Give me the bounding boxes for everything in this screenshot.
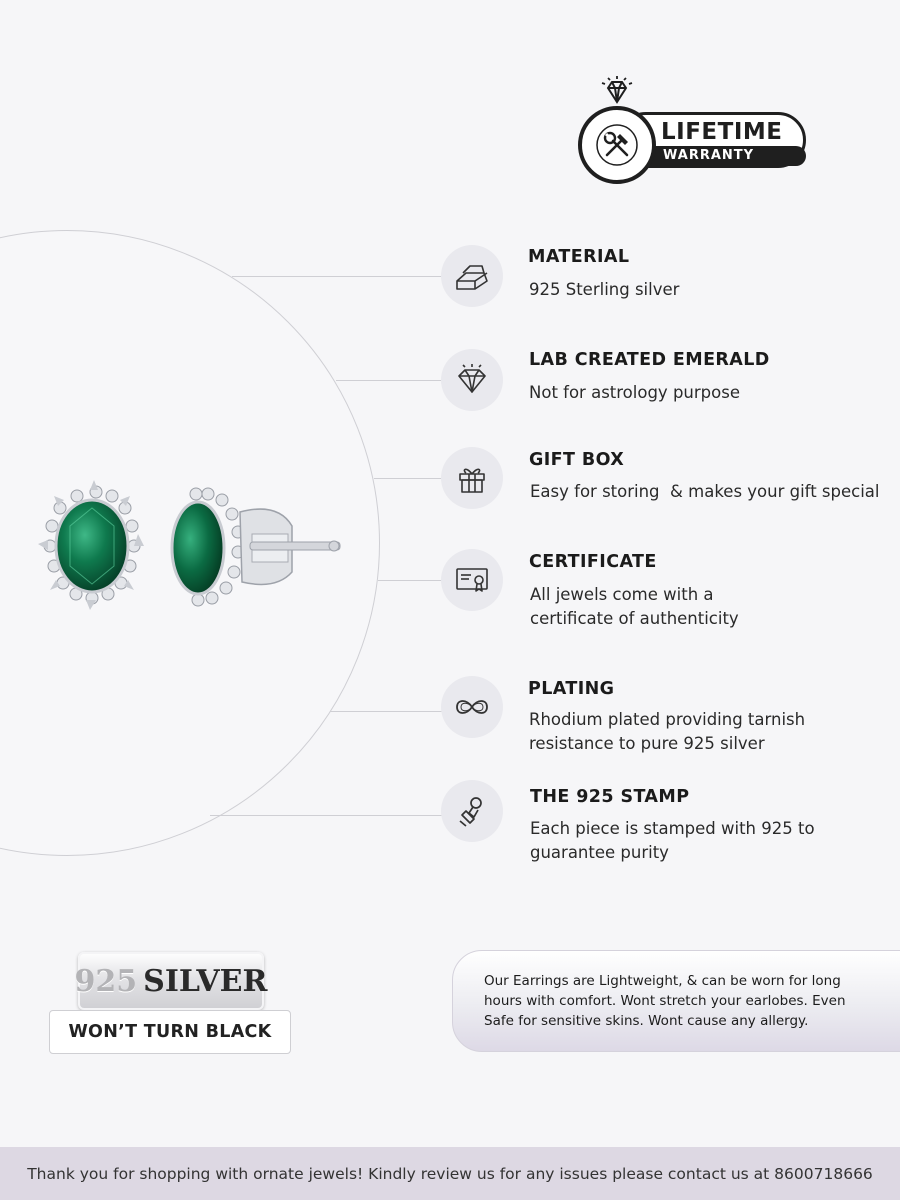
warranty-band bbox=[649, 146, 806, 166]
connector-line bbox=[330, 711, 442, 712]
feature-title-certificate: CERTIFICATE bbox=[529, 552, 657, 572]
feature-desc-line: 925 Sterling silver bbox=[529, 280, 680, 299]
connector-line bbox=[232, 276, 442, 277]
feature-title-emerald: LAB CREATED EMERALD bbox=[529, 350, 770, 370]
product-image-earrings bbox=[30, 478, 350, 628]
feature-title-material: MATERIAL bbox=[528, 247, 630, 267]
connector-line bbox=[374, 478, 442, 479]
feature-title-925-stamp: THE 925 STAMP bbox=[530, 787, 690, 807]
silver-bars-icon bbox=[454, 261, 490, 291]
feature-desc-gift-box bbox=[530, 480, 880, 504]
info-card-line: Safe for sensitive skins. Wont cause any allergy. bbox=[484, 1013, 809, 1029]
feature-desc-line: certificate of authenticity bbox=[530, 609, 739, 628]
lifetime-warranty-badge bbox=[578, 76, 810, 184]
feature-desc-line: Rhodium plated providing tarnish bbox=[529, 710, 806, 729]
feature-icon-circle bbox=[441, 349, 503, 411]
feature-title-plating: PLATING bbox=[528, 679, 615, 699]
warranty-title: LIFETIME bbox=[661, 119, 783, 145]
silver-badge-word: SILVER bbox=[143, 963, 268, 999]
connector-line bbox=[378, 580, 442, 581]
feature-desc-925-stamp bbox=[530, 817, 815, 865]
feature-desc-certificate bbox=[530, 583, 739, 631]
info-card-text bbox=[484, 971, 884, 1031]
feature-icon-circle bbox=[441, 549, 503, 611]
feature-desc-line: resistance to pure 925 silver bbox=[529, 734, 765, 753]
gift-icon bbox=[456, 462, 488, 494]
connector-line bbox=[336, 380, 442, 381]
feature-icon-circle bbox=[441, 780, 503, 842]
infinity-icon bbox=[453, 696, 491, 718]
feature-icon-circle bbox=[441, 676, 503, 738]
warranty-circle bbox=[578, 106, 656, 184]
feature-desc-material bbox=[529, 278, 679, 302]
connector-line bbox=[210, 815, 442, 816]
feature-desc-line: guarantee purity bbox=[530, 843, 669, 862]
feature-icon-circle bbox=[441, 447, 503, 509]
info-card-line: hours with comfort. Wont stretch your earlobes. Even bbox=[484, 993, 846, 1009]
info-card-line: Our Earrings are Lightweight, & can be worn for long bbox=[484, 973, 841, 989]
wont-turn-black-label: WON’T TURN BLACK bbox=[49, 1010, 291, 1054]
footer-bar bbox=[0, 1147, 900, 1200]
feature-icon-circle bbox=[441, 245, 503, 307]
feature-desc-plating bbox=[529, 708, 805, 756]
warranty-subtitle: WARRANTY bbox=[663, 148, 755, 163]
feature-desc-line: Easy for storing & makes your gift special bbox=[530, 482, 880, 501]
feature-desc-line: All jewels come with a bbox=[530, 585, 714, 604]
tools-icon bbox=[596, 124, 638, 166]
footer-text: Thank you for shopping with ornate jewels! Kindly review us for any issues please contact us at 8600718666 bbox=[27, 1164, 873, 1183]
stamp-icon bbox=[456, 795, 488, 827]
info-card bbox=[452, 950, 900, 1052]
feature-desc-line: Not for astrology purpose bbox=[529, 383, 740, 402]
feature-title-gift-box: GIFT BOX bbox=[529, 450, 625, 470]
feature-desc-line: Each piece is stamped with 925 to bbox=[530, 819, 815, 838]
feature-desc-emerald bbox=[529, 381, 740, 405]
diamond-icon bbox=[600, 76, 634, 106]
diamond-icon bbox=[455, 364, 489, 396]
silver-925-badge bbox=[74, 952, 268, 1010]
certificate-icon bbox=[455, 565, 489, 595]
silver-badge-number: 925 bbox=[74, 963, 138, 999]
